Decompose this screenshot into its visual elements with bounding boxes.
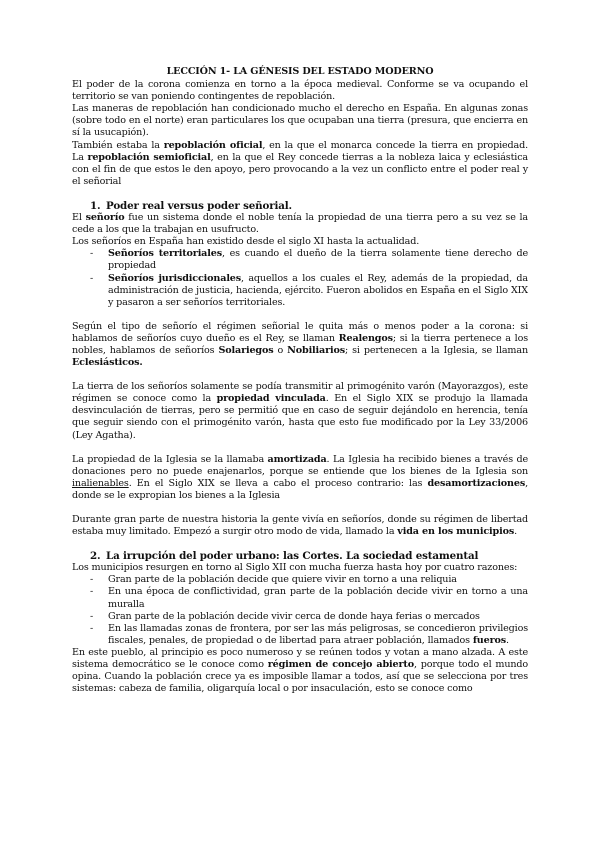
document-page — [72, 66, 528, 695]
list-item: - Gran parte de la población decide que quiere vivir en torno a una reliquia — [72, 574, 528, 586]
list-item: - Señoríos jurisdiccionales, aquellos a los cuales el Rey, además de la propiedad, da administración de justicia, hacienda, ejército. Fueron abolidos en España en el Siglo XIX y pasaron a ser señoríos territoriales. — [72, 273, 528, 309]
intro-paragraph-1: El poder de la corona comienza en torno a la época medieval. Conforme se va ocupando el territorio se van poniendo contingentes de repoblación. — [72, 79, 528, 103]
reasons-list — [72, 574, 528, 647]
intro-paragraph-3: También estaba la repoblación oficial, en la que el monarca concede la tierra en propiedad. La repoblación semioficial, en la que el Rey concede tierras a la nobleza laica y eclesiástica con el fin de que estos le den apoyo, pero provocando a la vez un conflicto entre el poder real y el señorial — [72, 139, 529, 187]
list-item: - Gran parte de la población decide vivir cerca de donde haya ferias o mercados — [72, 611, 528, 623]
senorios-list — [72, 248, 528, 308]
section-1-heading: 1. Poder real versus poder señorial. — [90, 199, 292, 212]
concejo-abierto-paragraph: En este pueblo, al principio es poco numeroso y se reúnen todos y votan a mano alzada. A este sistema democrático se le conoce como régimen de concejo abierto, porque todo el mundo opina. Cuando la población crece ya es imposible llamar a todos, así que se selecciona por tres sistemas: cabeza de familia, oligarquía local o por insaculación, esto se conoce como — [72, 646, 528, 695]
term-repoblacion-semioficial: repoblación semioficial — [87, 151, 211, 163]
lesson-title: LECCIÓN 1- LA GÉNESIS DEL ESTADO MODERNO — [166, 66, 434, 77]
senorio-definition: El señorío fue un sistema donde el noble tenía la propiedad de una tierra pero a su vez se la cede a los que la trabajan en usufructo. — [72, 212, 529, 236]
municipios-reasons-intro: Los municipios resurgen en torno al Siglo XII con mucha fuerza hasta hoy por cuatro razones: — [72, 562, 518, 574]
senorio-types-paragraph: Según el tipo de señorío el régimen señorial le quita más o menos poder a la corona: si hablamos de señoríos cuyo dueño es el Rey, se llaman Realengos; si la tierra pertenece a los nobles, hablamos de señoríos Solariegos o Nobiliarios; si pertenecen a la Iglesia, se llaman Eclesiásticos. — [72, 320, 528, 369]
term-repoblacion-oficial: repoblación oficial — [163, 139, 263, 151]
list-item: - En las llamadas zonas de frontera, por ser las más peligrosas, se concedieron privilegios fiscales, penales, de propiedad o de libertad para atraer población, llamados fueros. — [72, 623, 528, 647]
term-senorio: señorío — [85, 212, 125, 224]
municipios-paragraph: Durante gran parte de nuestra historia la gente vivía en señoríos, donde su régimen de libertad estaba muy limitado. Empezó a surgir otro modo de vida, llamado la vida en los municipios. — [72, 514, 528, 538]
section-2-heading: 2. La irrupción del poder urbano: las Cortes. La sociedad estamental — [90, 550, 479, 563]
intro-paragraph-2: Las maneras de repoblación han condicionado mucho el derecho en España. En algunas zonas (sobre todo en el norte) eran particulares los que ocupaban una tierra (presura, que encierra en sí la usucapión). — [72, 103, 528, 139]
list-item: - Señoríos territoriales, es cuando el dueño de la tierra solamente tiene derecho de propiedad — [72, 248, 528, 272]
amortizada-paragraph: La propiedad de la Iglesia se la llamaba amortizada. La Iglesia ha recibido bienes a través de donaciones pero no puede enajenarlos, porque se entiende que los bienes de la Iglesia son inalienables. En el Siglo XIX se lleva a cabo el proceso contrario: las desamortizaciones, donde se le expropian los bienes a la Iglesia — [72, 453, 528, 501]
list-item: - En una época de conflictividad, gran parte de la población decide vivir en torno a una muralla — [72, 586, 528, 610]
propiedad-vinculada-paragraph: La tierra de los señoríos solamente se podía transmitir al primogénito varón (Mayorazgos), este régimen se conoce como la propiedad vinculada. En el Siglo XIX se produjo la llamada desvinculación de tierras, pero se permitió que en caso de seguir dejándolo en herencia, tenía que seguir siendo con el primogénito varón, hasta que esto fue modificado por la Ley 33/2006 (Ley Agatha). — [72, 381, 528, 441]
senorios-history: Los señoríos en España han existido desde el siglo XI hasta la actualidad. — [72, 236, 420, 248]
